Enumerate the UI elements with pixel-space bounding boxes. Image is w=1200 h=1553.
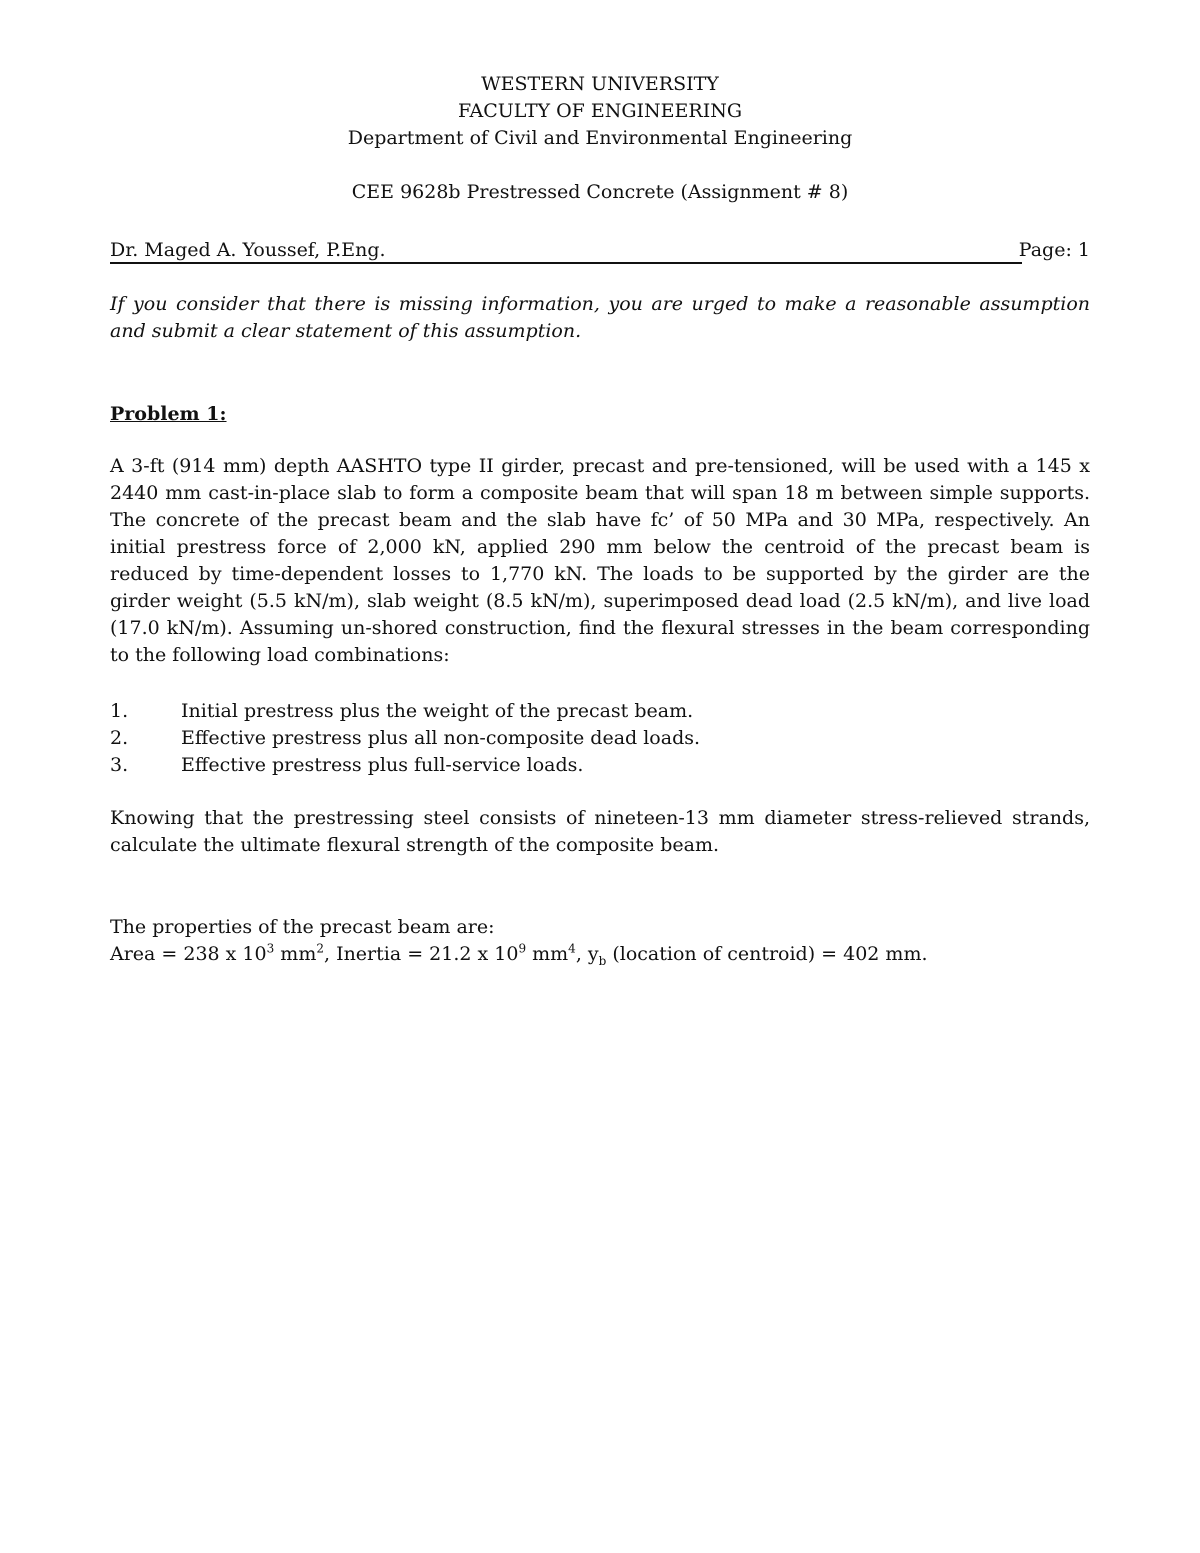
author-divider	[110, 262, 1022, 264]
list-item-text: Effective prestress plus all non-composite dead loads.	[181, 727, 701, 749]
author-row	[110, 238, 1090, 264]
yb-subscript: b	[598, 953, 607, 968]
faculty-name: FACULTY OF ENGINEERING	[457, 100, 743, 122]
area-exponent: 3	[266, 941, 275, 956]
area-label: Area = 238 x 10	[110, 943, 267, 965]
properties-heading: The properties of the precast beam are:	[110, 916, 495, 938]
problem-statement: A 3-ft (914 mm) depth AASHTO type II girder, precast and pre-tensioned, will be used with a 145 x 2440 mm cast-in-place slab to form a composite beam that will span 18 m between simple supports. The concrete of the precast beam and the slab have fc’ of 50 MPa and 30 MPa, respectively. An initial prestress force of 2,000 kN, applied 290 mm below the centroid of the precast beam is reduced by time-dependent losses to 1,770 kN. The loads to be supported by the girder are the girder weight (5.5 kN/m), slab weight (8.5 kN/m), superimposed dead load (2.5 kN/m), and live load (17.0 kN/m). Assuming un-shored construction, find the flexural stresses in the beam corresponding to the following load combinations:	[110, 455, 1090, 666]
yb-label: , y	[575, 943, 599, 965]
inertia-label: , Inertia = 21.2 x 10	[323, 943, 519, 965]
list-item	[110, 698, 1090, 725]
assumption-note: If you consider that there is missing information, you are urged to make a reasonable assumption and submit a clear statement of this assumption.	[110, 293, 1090, 342]
list-item-number: 1.	[110, 700, 129, 722]
course-title: CEE 9628b Prestressed Concrete (Assignment # 8)	[351, 181, 849, 203]
list-item-number: 2.	[110, 727, 129, 749]
load-combination-list	[110, 698, 1090, 779]
inertia-unit: mm	[526, 943, 569, 965]
list-item	[110, 752, 1090, 779]
problem-title: Problem 1:	[110, 403, 227, 425]
inertia-exponent: 9	[518, 941, 527, 956]
list-item-text: Initial prestress plus the weight of the precast beam.	[181, 700, 694, 722]
author-name: Dr. Maged A. Youssef, P.Eng.	[110, 239, 386, 261]
list-item-text: Effective prestress plus full-service loads.	[181, 754, 584, 776]
page-number: Page: 1	[1018, 239, 1090, 261]
list-item-number: 3.	[110, 754, 129, 776]
ultimate-strength-question: Knowing that the prestressing steel consists of nineteen-13 mm diameter stress-relieved strands, calculate the ultimate flexural strength of the composite beam.	[110, 807, 1090, 856]
properties-values	[110, 941, 928, 968]
area-unit: mm	[274, 943, 317, 965]
department-name: Department of Civil and Environmental Engineering	[347, 127, 853, 149]
yb-value: (location of centroid) = 402 mm.	[606, 943, 928, 965]
list-item	[110, 725, 1090, 752]
area-unit-exponent: 2	[316, 941, 324, 956]
university-name: WESTERN UNIVERSITY	[481, 73, 719, 95]
inertia-unit-exponent: 4	[568, 941, 576, 956]
